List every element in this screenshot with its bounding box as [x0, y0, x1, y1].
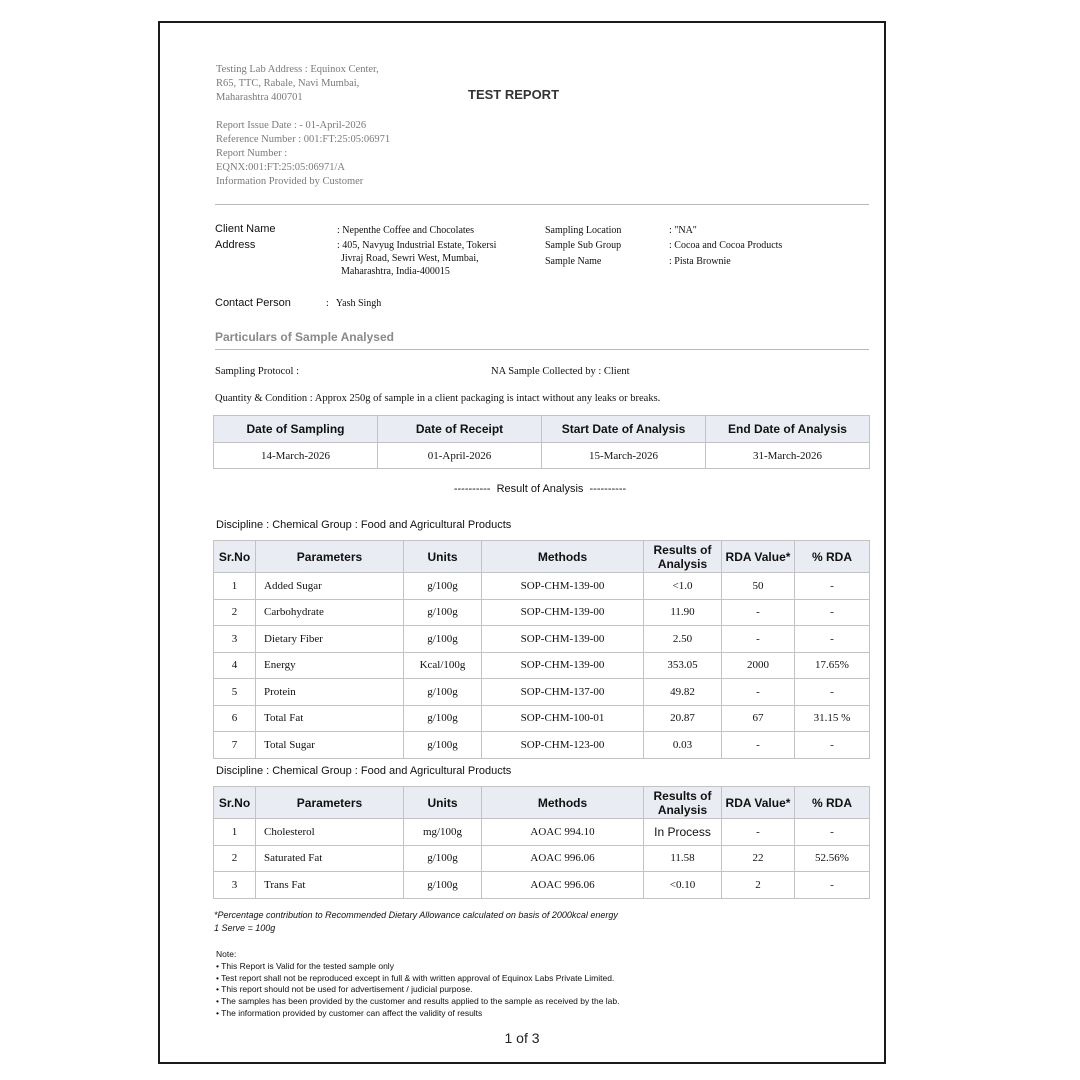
- cell-unit: g/100g: [404, 599, 482, 626]
- cell-method: SOP-CHM-139-00: [482, 599, 644, 626]
- col-header-sr-no: Sr.No: [214, 541, 256, 573]
- dates-header-end: End Date of Analysis: [706, 416, 870, 443]
- cell-rda-value: 22: [722, 845, 795, 872]
- cell-result: 20.87: [644, 705, 722, 732]
- report-number-value: EQNX:001:FT:25:05:06971/A: [216, 162, 345, 173]
- quantity-condition: Quantity & Condition : Approx 250g of sample in a client packaging is intact without any leaks or breaks.: [215, 393, 661, 404]
- note-item: • The samples has been provided by the customer and results applied to the sample as received by the lab.: [216, 996, 620, 1007]
- cell-method: AOAC 994.10: [482, 819, 644, 846]
- info-provided-label: Information Provided by Customer: [216, 176, 364, 187]
- cell-parameter: Saturated Fat: [256, 845, 404, 872]
- table-row: [214, 845, 870, 872]
- col-header-parameters: Parameters: [256, 541, 404, 573]
- lab-address-line-3: Maharashtra 400701: [216, 92, 303, 103]
- cell-sr-no: 2: [214, 599, 256, 626]
- cell-method: SOP-CHM-139-00: [482, 626, 644, 653]
- cell-unit: Kcal/100g: [404, 652, 482, 679]
- rda-footnote: *Percentage contribution to Recommended Dietary Allowance calculated on basis of 2000kcal energy: [214, 910, 618, 920]
- serve-footnote: 1 Serve = 100g: [214, 923, 276, 933]
- cell-parameter: Cholesterol: [256, 819, 404, 846]
- col-header-sr-no: Sr.No: [214, 787, 256, 819]
- sampling-location-label: Sampling Location: [545, 225, 622, 236]
- cell-result: 11.90: [644, 599, 722, 626]
- col-header-parameters: Parameters: [256, 787, 404, 819]
- cell-rda-value: 67: [722, 705, 795, 732]
- sample-sub-group-label: Sample Sub Group: [545, 240, 622, 251]
- cell-sr-no: 2: [214, 845, 256, 872]
- discipline-heading-2: Discipline : Chemical Group : Food and Agricultural Products: [216, 765, 512, 777]
- page-number: 1 of 3: [504, 1030, 540, 1046]
- cell-unit: g/100g: [404, 732, 482, 759]
- cell-sr-no: 3: [214, 626, 256, 653]
- cell-rda-value: -: [722, 679, 795, 706]
- table-row: [214, 819, 870, 846]
- cell-percent-rda: -: [795, 732, 870, 759]
- cell-percent-rda: -: [795, 872, 870, 899]
- cell-method: SOP-CHM-137-00: [482, 679, 644, 706]
- note-item: • Test report shall not be reproduced except in full & with written approval of Equinox Labs Private Limited.: [216, 972, 615, 983]
- cell-result: 2.50: [644, 626, 722, 653]
- client-name-label: Client Name: [215, 223, 276, 235]
- sample-name-value: : Pista Brownie: [669, 256, 731, 267]
- col-header-methods: Methods: [482, 541, 644, 573]
- cell-result: 11.58: [644, 845, 722, 872]
- header-divider: [215, 204, 869, 205]
- cell-unit: mg/100g: [404, 819, 482, 846]
- notes-title: Note:: [216, 949, 237, 959]
- cell-result: <1.0: [644, 573, 722, 600]
- cell-parameter: Total Fat: [256, 705, 404, 732]
- table-row: [214, 599, 870, 626]
- cell-parameter: Energy: [256, 652, 404, 679]
- col-header-percent-rda: % RDA: [795, 787, 870, 819]
- discipline-heading-1: Discipline : Chemical Group : Food and Agricultural Products: [216, 519, 512, 531]
- table-row: [214, 679, 870, 706]
- cell-sr-no: 6: [214, 705, 256, 732]
- reference-number: Reference Number : 001:FT:25:05:06971: [216, 134, 391, 145]
- address-label: Address: [215, 239, 256, 251]
- report-title: TEST REPORT: [468, 87, 560, 102]
- contact-person-value: : Yash Singh: [326, 298, 382, 309]
- contact-person-label: Contact Person: [215, 297, 291, 309]
- cell-percent-rda: 31.15 %: [795, 705, 870, 732]
- report-page: [158, 21, 886, 1064]
- cell-unit: g/100g: [404, 573, 482, 600]
- cell-percent-rda: -: [795, 599, 870, 626]
- date-of-receipt: 01-April-2026: [378, 443, 542, 469]
- col-header-methods: Methods: [482, 787, 644, 819]
- cell-method: SOP-CHM-100-01: [482, 705, 644, 732]
- table-row: [214, 573, 870, 600]
- dates-table: [213, 415, 870, 469]
- start-date-of-analysis: 15-March-2026: [542, 443, 706, 469]
- footnotes: [214, 909, 618, 935]
- cell-rda-value: 50: [722, 573, 795, 600]
- cell-unit: g/100g: [404, 705, 482, 732]
- col-header-results: Results of Analysis: [644, 541, 722, 573]
- cell-result: 353.05: [644, 652, 722, 679]
- cell-rda-value: 2: [722, 872, 795, 899]
- cell-method: AOAC 996.06: [482, 845, 644, 872]
- report-issue-date: Report Issue Date : - 01-April-2026: [216, 120, 367, 131]
- cell-result: In Process: [644, 819, 722, 846]
- results-table-2: [213, 786, 870, 899]
- cell-result: <0.10: [644, 872, 722, 899]
- results-table-1-body: [214, 573, 870, 759]
- results-table-2-body: [214, 819, 870, 899]
- cell-parameter: Dietary Fiber: [256, 626, 404, 653]
- particulars-divider: [215, 349, 869, 350]
- result-of-analysis-heading: ---------- Result of Analysis ----------: [453, 483, 627, 495]
- address-line-1: : 405, Navyug Industrial Estate, Tokersi: [337, 240, 497, 251]
- lab-header: [216, 63, 431, 189]
- note-item: • The information provided by customer can affect the validity of results: [216, 1007, 483, 1018]
- date-of-sampling: 14-March-2026: [214, 443, 378, 469]
- cell-method: AOAC 996.06: [482, 872, 644, 899]
- end-date-of-analysis: 31-March-2026: [706, 443, 870, 469]
- note-item: • This Report is Valid for the tested sample only: [216, 960, 394, 971]
- sampling-location-value: : "NA": [669, 225, 697, 236]
- cell-unit: g/100g: [404, 626, 482, 653]
- cell-percent-rda: -: [795, 679, 870, 706]
- cell-sr-no: 4: [214, 652, 256, 679]
- note-item: • This report should not be used for advertisement / judicial purpose.: [216, 984, 473, 995]
- cell-method: SOP-CHM-139-00: [482, 573, 644, 600]
- lab-address-line-2: R65, TTC, Rabale, Navi Mumbai,: [216, 78, 360, 89]
- table-row: [214, 652, 870, 679]
- cell-percent-rda: 17.65%: [795, 652, 870, 679]
- sample-sub-group-value: : Cocoa and Cocoa Products: [669, 240, 783, 251]
- dates-header-start: Start Date of Analysis: [542, 416, 706, 443]
- cell-rda-value: 2000: [722, 652, 795, 679]
- cell-unit: g/100g: [404, 872, 482, 899]
- col-header-results: Results of Analysis: [644, 787, 722, 819]
- address-value: [337, 239, 537, 278]
- report-number-label: Report Number :: [216, 148, 288, 159]
- sample-name-label: Sample Name: [545, 256, 602, 267]
- cell-rda-value: -: [722, 626, 795, 653]
- notes-block: [216, 949, 620, 1020]
- client-name-value: : Nepenthe Coffee and Chocolates: [337, 225, 474, 236]
- col-header-units: Units: [404, 787, 482, 819]
- lab-address-line-1: Testing Lab Address : Equinox Center,: [216, 64, 379, 75]
- table-row: [214, 705, 870, 732]
- cell-sr-no: 1: [214, 573, 256, 600]
- cell-percent-rda: 52.56%: [795, 845, 870, 872]
- cell-rda-value: -: [722, 732, 795, 759]
- cell-parameter: Added Sugar: [256, 573, 404, 600]
- cell-unit: g/100g: [404, 845, 482, 872]
- particulars-heading: Particulars of Sample Analysed: [215, 330, 394, 344]
- sample-collected-by: NA Sample Collected by : Client: [491, 366, 630, 377]
- dates-header-receipt: Date of Receipt: [378, 416, 542, 443]
- col-header-rda-value: RDA Value*: [722, 541, 795, 573]
- cell-percent-rda: -: [795, 573, 870, 600]
- cell-percent-rda: -: [795, 819, 870, 846]
- cell-result: 49.82: [644, 679, 722, 706]
- cell-rda-value: -: [722, 819, 795, 846]
- address-line-2: Jivraj Road, Sewri West, Mumbai,: [341, 253, 479, 264]
- cell-sr-no: 1: [214, 819, 256, 846]
- cell-sr-no: 3: [214, 872, 256, 899]
- results-table-1: [213, 540, 870, 759]
- col-header-units: Units: [404, 541, 482, 573]
- cell-parameter: Total Sugar: [256, 732, 404, 759]
- cell-result: 0.03: [644, 732, 722, 759]
- cell-sr-no: 7: [214, 732, 256, 759]
- cell-method: SOP-CHM-139-00: [482, 652, 644, 679]
- cell-method: SOP-CHM-123-00: [482, 732, 644, 759]
- cell-parameter: Carbohydrate: [256, 599, 404, 626]
- address-line-3: Maharashtra, India-400015: [341, 266, 450, 277]
- dates-header-sampling: Date of Sampling: [214, 416, 378, 443]
- cell-percent-rda: -: [795, 626, 870, 653]
- col-header-percent-rda: % RDA: [795, 541, 870, 573]
- cell-sr-no: 5: [214, 679, 256, 706]
- cell-parameter: Protein: [256, 679, 404, 706]
- table-row: [214, 872, 870, 899]
- table-row: [214, 626, 870, 653]
- cell-unit: g/100g: [404, 679, 482, 706]
- cell-rda-value: -: [722, 599, 795, 626]
- table-row: [214, 732, 870, 759]
- cell-parameter: Trans Fat: [256, 872, 404, 899]
- sampling-protocol: Sampling Protocol :: [215, 366, 299, 377]
- col-header-rda-value: RDA Value*: [722, 787, 795, 819]
